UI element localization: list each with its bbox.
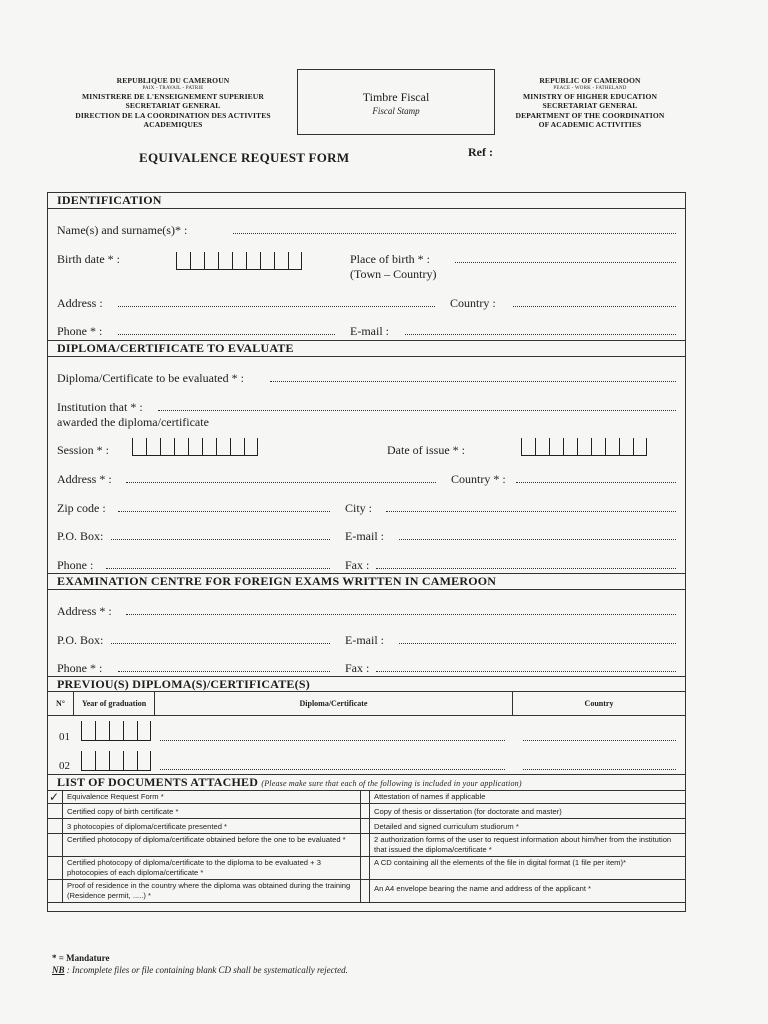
name-label: Name(s) and surname(s)* : [57,223,188,237]
doc-row-2 [48,804,686,819]
country-label: Country : [450,296,496,310]
row-01-country-field[interactable] [523,740,676,741]
doc-3-right-checkbox[interactable] [361,819,370,834]
col-country: Country [513,692,686,716]
fax-field[interactable] [376,568,676,569]
row-02-year-boxes[interactable] [81,751,151,771]
birth-date-label: Birth date * : [57,252,120,266]
doc-4-right-checkbox[interactable] [361,834,370,857]
ref-label: Ref : [468,145,493,159]
documents-table [47,790,686,903]
diploma-field[interactable] [270,381,676,382]
pobox-field[interactable] [111,539,330,540]
fiscal-stamp-box[interactable] [297,69,495,135]
diploma-email-field[interactable] [399,539,676,540]
stamp-subtitle: Fiscal Stamp [372,106,420,116]
institution-label-2: awarded the diploma/certificate [57,415,209,429]
doc-row-6 [48,880,686,903]
header-english [500,76,680,130]
doc-5-checkbox[interactable] [48,857,63,880]
row-02-diploma-field[interactable] [160,769,505,770]
header-en-line4: DEPARTMENT OF THE COORDINATION [515,110,665,120]
doc-row-4 [48,834,686,857]
doc-6-right: An A4 envelope bearing the name and address of the applicant * [370,880,686,903]
doc-4-left: Certified photocopy of diploma/certificate obtained before the one to be evaluated * [63,834,361,857]
diploma-label: Diploma/Certificate to be evaluated * : [57,371,244,385]
exam-email-label: E-mail : [345,633,384,647]
header-en-motto: PEACE - WORK - FATHELAND [553,85,627,91]
doc-6-checkbox[interactable] [48,880,63,903]
pobox-label: P.O. Box: [57,529,104,543]
header-en-line5: OF ACADEMIC ACTIVITIES [538,120,642,130]
form-title: EQUIVALENCE REQUEST FORM [139,150,350,165]
city-label: City : [345,501,373,515]
phone-field[interactable] [118,334,335,335]
doc-5-left: Certified photocopy of diploma/certificate to the diploma to be evaluated + 3 photocopies of each diploma/certificate * [63,857,361,880]
doc-row-1 [48,791,686,804]
documents-note: (Please make sure that each of the following is included in your application) [261,779,522,788]
previous-diplomas-table [47,691,686,716]
diploma-country-label: Country * : [451,472,506,486]
diploma-email-label: E-mail : [345,529,384,543]
diploma-country-field[interactable] [516,482,676,483]
exam-address-field[interactable] [126,614,676,615]
doc-2-checkbox[interactable] [48,804,63,819]
header-french [60,76,286,130]
doc-1-right-checkbox[interactable] [361,791,370,804]
name-field[interactable] [233,233,676,234]
diploma-address-label: Address * : [57,472,112,486]
stamp-title: Timbre Fiscal [362,90,430,104]
col-diploma: Diploma/Certificate [155,692,513,716]
header-fr-line4: DIRECTION DE LA COORDINATION DES ACTIVITES [75,110,271,120]
exam-pobox-field[interactable] [111,643,330,644]
phone-label: Phone * : [57,324,103,338]
header-fr-line3: SECRETARIAT GENERAL [125,101,221,111]
header-en-line2: MINISTRY OF HIGHER EDUCATION [522,91,658,101]
section-diploma: DIPLOMA/CERTIFICATE TO EVALUATE [47,340,686,357]
email-field[interactable] [405,334,676,335]
doc-3-right: Detailed and signed curriculum studiorum * [370,819,686,834]
doc-row-5 [48,857,686,880]
section-exam-centre: EXAMINATION CENTRE FOR FOREIGN EXAMS WRITTEN IN CAMEROON [47,573,686,590]
diploma-address-field[interactable] [126,482,436,483]
doc-1-right: Attestation of names if applicable [370,791,686,804]
exam-fax-label: Fax : [345,661,370,675]
row-01-diploma-field[interactable] [160,740,505,741]
institution-label: Institution that * : [57,400,143,414]
exam-pobox-label: P.O. Box: [57,633,104,647]
doc-1-checkbox[interactable]: ✓ [48,791,63,804]
date-of-issue-boxes[interactable] [521,438,647,456]
address-label: Address : [57,296,103,310]
fax-label: Fax : [345,558,370,572]
zip-field[interactable] [118,511,330,512]
header-en-line1: REPUBLIC OF CAMEROON [539,76,641,85]
nb-label: NB [52,965,65,975]
section-documents [47,774,686,790]
session-label: Session * : [57,443,110,457]
doc-2-right: Copy of thesis or dissertation (for doctorate and master) [370,804,686,819]
exam-fax-field[interactable] [376,671,676,672]
place-of-birth-field[interactable] [455,262,676,263]
nb-note [52,965,348,975]
doc-5-right-checkbox[interactable] [361,857,370,880]
exam-phone-field[interactable] [118,671,330,672]
doc-6-right-checkbox[interactable] [361,880,370,903]
section-identification: IDENTIFICATION [47,192,686,209]
exam-address-label: Address * : [57,604,112,618]
institution-field[interactable] [158,410,676,411]
col-year: Year of graduation [74,692,155,716]
section-previous: PREVIOU(S) DIPLOMA(S)/CERTIFICATE(S) [47,676,686,692]
row-02-country-field[interactable] [523,769,676,770]
exam-phone-label: Phone * : [57,661,103,675]
row-01-year-boxes[interactable] [81,721,151,741]
doc-4-checkbox[interactable] [48,834,63,857]
row-number-02: 02 [59,760,70,772]
doc-2-left: Certified copy of birth certificate * [63,804,361,819]
header-fr-line5: ACADEMIQUES [143,120,203,130]
date-of-issue-label: Date of issue * : [387,443,465,457]
exam-email-field[interactable] [399,643,676,644]
header-en-line3: SECRETARIAT GENERAL [542,101,638,111]
row-number-01: 01 [59,731,70,743]
doc-4-right: 2 authorization forms of the user to request information about him/her from the institution that issued the diploma/certificate * [370,834,686,857]
doc-3-left: 3 photocopies of diploma/certificate presented * [63,819,361,834]
birth-date-boxes[interactable] [176,252,302,270]
zip-label: Zip code : [57,501,106,515]
city-field[interactable] [386,511,676,512]
doc-row-3 [48,819,686,834]
header-fr-line2: MINISTRERE DE L'ENSEIGNEMENT SUPERIEUR [82,91,264,101]
country-field[interactable] [513,306,676,307]
place-of-birth-hint: (Town – Country) [350,267,437,281]
doc-3-checkbox[interactable] [48,819,63,834]
doc-6-left: Proof of residence in the country where the diploma was obtained during the training (Residence permit, .....) * [63,880,361,903]
table-header-row [48,692,686,716]
mandatory-note: * = Mandature [52,953,110,963]
diploma-phone-field[interactable] [106,568,330,569]
documents-title: LIST OF DOCUMENTS ATTACHED [57,775,259,789]
nb-text: : Incomplete files or file containing blank CD shall be systematically rejected. [66,965,348,975]
doc-5-right: A CD containing all the elements of the file in digital format (1 file per item)* [370,857,686,880]
doc-2-right-checkbox[interactable] [361,804,370,819]
session-boxes[interactable] [132,438,258,456]
diploma-phone-label: Phone : [57,558,94,572]
header-fr-motto: PAIX - TRAVAIL - PATRIE [142,85,204,91]
place-of-birth-label: Place of birth * : [350,252,430,266]
doc-1-left: Equivalence Request Form * [63,791,361,804]
address-field[interactable] [118,306,435,307]
header-fr-line1: REPUBLIQUE DU CAMEROUN [116,76,230,85]
col-no: N° [48,692,74,716]
email-label: E-mail : [350,324,389,338]
